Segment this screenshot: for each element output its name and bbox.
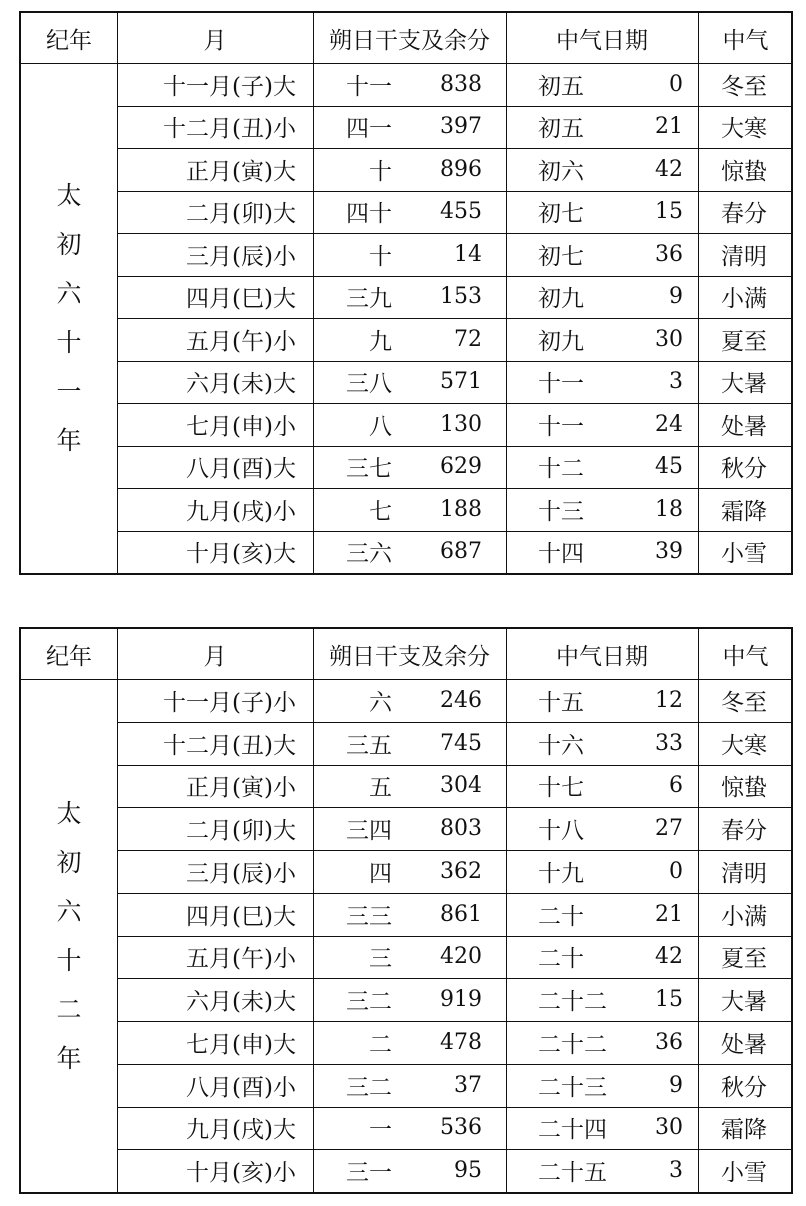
table-row [117, 1021, 791, 1064]
table-row [117, 807, 791, 850]
ganzhi-cell: 三一 [346, 1160, 392, 1187]
year-char: 十 [56, 945, 82, 975]
remainder-cell: 919 [440, 987, 482, 1013]
remainder-cell: 420 [440, 944, 482, 970]
qi-date-cell: 十七 [538, 775, 584, 802]
remainder-cell: 838 [440, 71, 482, 97]
qi-name-cell: 夏至 [721, 946, 767, 973]
calendar-table-1 [19, 11, 793, 575]
year-char: 一 [56, 377, 82, 406]
qi-name-cell: 大暑 [721, 989, 767, 1016]
qi-date-number-cell: 15 [655, 987, 683, 1013]
qi-name-cell: 小雪 [721, 1160, 767, 1187]
qi-name-cell: 霜降 [721, 498, 767, 525]
qi-date-number-cell: 3 [669, 1158, 683, 1184]
table-body [21, 63, 791, 573]
table-body [21, 679, 791, 1192]
qi-name-cell: 大寒 [721, 116, 767, 143]
header-cell: 月 [203, 643, 227, 670]
qi-date-number-cell: 30 [655, 326, 683, 352]
qi-date-number-cell: 21 [655, 901, 683, 927]
qi-date-number-cell: 45 [655, 454, 683, 480]
ganzhi-cell: 三二 [346, 1074, 392, 1101]
remainder-cell: 687 [440, 539, 482, 565]
year-char: 初 [56, 230, 82, 259]
qi-name-cell: 大寒 [721, 732, 767, 759]
ganzhi-cell: 十 [369, 243, 392, 270]
qi-date-number-cell: 9 [669, 284, 683, 310]
year-char: 二 [56, 994, 82, 1024]
qi-name-cell: 秋分 [721, 1074, 767, 1101]
qi-date-cell: 十六 [538, 732, 584, 759]
table-row [117, 936, 791, 979]
qi-date-cell: 初七 [538, 243, 584, 270]
table-row [117, 276, 791, 319]
header-cell: 中气日期 [556, 643, 648, 670]
qi-name-cell: 大暑 [721, 371, 767, 398]
qi-date-number-cell: 6 [669, 773, 683, 799]
month-cell: 八月(酉)小 [186, 1074, 296, 1101]
qi-date-cell: 二十五 [538, 1160, 607, 1187]
month-cell: 五月(午)小 [186, 946, 296, 973]
month-cell: 十月(亥)小 [186, 1160, 296, 1187]
ganzhi-cell: 三五 [346, 732, 392, 759]
header-cell: 朔日干支及余分 [329, 27, 490, 54]
remainder-cell: 629 [440, 454, 482, 480]
remainder-cell: 745 [440, 730, 482, 756]
qi-date-cell: 十三 [538, 498, 584, 525]
table-row [117, 63, 791, 106]
qi-date-number-cell: 42 [655, 156, 683, 182]
qi-date-cell: 初九 [538, 286, 584, 313]
qi-date-number-cell: 36 [655, 241, 683, 267]
ganzhi-cell: 四 [369, 860, 392, 887]
qi-date-number-cell: 12 [655, 687, 683, 713]
year-label [21, 63, 117, 573]
remainder-cell: 536 [440, 1115, 482, 1141]
qi-name-cell: 小满 [721, 903, 767, 930]
table-row [117, 978, 791, 1021]
month-cell: 九月(戌)大 [186, 1117, 296, 1144]
qi-date-number-cell: 33 [655, 730, 683, 756]
ganzhi-cell: 九 [369, 328, 392, 355]
remainder-cell: 37 [454, 1072, 482, 1098]
remainder-cell: 14 [454, 241, 482, 267]
qi-date-cell: 初九 [538, 328, 584, 355]
table-row [117, 850, 791, 893]
header-cell: 纪年 [46, 643, 92, 670]
remainder-cell: 896 [440, 156, 482, 182]
table-row [117, 531, 791, 574]
qi-name-cell: 冬至 [721, 689, 767, 716]
year-char: 太 [56, 181, 82, 210]
qi-date-number-cell: 0 [669, 858, 683, 884]
month-cell: 六月(未)大 [186, 371, 296, 398]
remainder-cell: 861 [440, 901, 482, 927]
ganzhi-cell: 七 [369, 498, 392, 525]
table-row [117, 1064, 791, 1107]
month-cell: 十二月(丑)大 [163, 732, 296, 759]
qi-date-cell: 初五 [538, 73, 584, 100]
ganzhi-cell: 三 [369, 946, 392, 973]
qi-name-cell: 处暑 [721, 1031, 767, 1058]
month-cell: 十月(亥)大 [186, 541, 296, 568]
table-row [117, 765, 791, 808]
header-row [21, 13, 791, 64]
remainder-cell: 362 [440, 858, 482, 884]
header-cell: 朔日干支及余分 [329, 643, 490, 670]
ganzhi-cell: 三二 [346, 989, 392, 1016]
remainder-cell: 130 [440, 411, 482, 437]
qi-date-number-cell: 30 [655, 1115, 683, 1141]
table-row [117, 233, 791, 276]
header-cell: 月 [203, 27, 227, 54]
month-cell: 正月(寅)小 [186, 775, 296, 802]
qi-name-cell: 小满 [721, 286, 767, 313]
qi-name-cell: 处暑 [721, 413, 767, 440]
ganzhi-cell: 三八 [346, 371, 392, 398]
month-cell: 十二月(丑)小 [163, 116, 296, 143]
month-cell: 十一月(子)大 [163, 73, 296, 100]
qi-date-number-cell: 24 [655, 411, 683, 437]
table-row [117, 361, 791, 404]
table-row [117, 446, 791, 489]
qi-date-number-cell: 36 [655, 1029, 683, 1055]
qi-date-cell: 二十 [538, 903, 584, 930]
ganzhi-cell: 十 [369, 158, 392, 185]
ganzhi-cell: 四十 [346, 201, 392, 228]
qi-name-cell: 春分 [721, 818, 767, 845]
qi-date-cell: 十一 [538, 371, 584, 398]
month-cell: 六月(未)大 [186, 989, 296, 1016]
remainder-cell: 153 [440, 284, 482, 310]
year-char: 十 [56, 328, 82, 357]
remainder-cell: 478 [440, 1029, 482, 1055]
qi-date-cell: 初六 [538, 158, 584, 185]
qi-name-cell: 冬至 [721, 73, 767, 100]
remainder-cell: 304 [440, 773, 482, 799]
table-row [117, 488, 791, 531]
table-row [117, 722, 791, 765]
qi-name-cell: 春分 [721, 201, 767, 228]
ganzhi-cell: 八 [369, 413, 392, 440]
qi-date-cell: 十五 [538, 689, 584, 716]
ganzhi-cell: 三七 [346, 456, 392, 483]
qi-date-cell: 二十四 [538, 1117, 607, 1144]
qi-date-number-cell: 42 [655, 944, 683, 970]
header-cell: 中气 [722, 643, 769, 670]
table-row [117, 1149, 791, 1192]
month-cell: 四月(巳)大 [186, 903, 296, 930]
qi-date-cell: 初五 [538, 116, 584, 143]
month-cell: 八月(酉)大 [186, 456, 296, 483]
month-cell: 二月(卯)大 [186, 818, 296, 845]
month-cell: 七月(申)小 [186, 413, 296, 440]
remainder-cell: 803 [440, 816, 482, 842]
table-row [117, 403, 791, 446]
qi-date-number-cell: 9 [669, 1072, 683, 1098]
qi-name-cell: 小雪 [721, 541, 767, 568]
qi-date-cell: 二十二 [538, 989, 607, 1016]
qi-date-number-cell: 27 [655, 816, 683, 842]
ganzhi-cell: 三四 [346, 818, 392, 845]
header-row [21, 629, 791, 680]
table-row [117, 893, 791, 936]
remainder-cell: 72 [454, 326, 482, 352]
qi-date-number-cell: 3 [669, 369, 683, 395]
qi-name-cell: 霜降 [721, 1117, 767, 1144]
year-char: 六 [56, 279, 82, 308]
table-row [117, 148, 791, 191]
qi-date-cell: 十四 [538, 541, 584, 568]
qi-date-number-cell: 15 [655, 199, 683, 225]
month-cell: 五月(午)小 [186, 328, 296, 355]
ganzhi-cell: 六 [369, 689, 392, 716]
qi-date-cell: 二十三 [538, 1074, 607, 1101]
ganzhi-cell: 四一 [346, 116, 392, 143]
month-cell: 七月(申)大 [186, 1031, 296, 1058]
table-row [117, 191, 791, 234]
remainder-cell: 246 [440, 687, 482, 713]
qi-date-cell: 二十 [538, 946, 584, 973]
month-cell: 四月(巳)大 [186, 286, 296, 313]
ganzhi-cell: 三六 [346, 541, 392, 568]
year-char: 六 [56, 896, 82, 926]
qi-date-cell: 初七 [538, 201, 584, 228]
table-row [117, 318, 791, 361]
qi-date-number-cell: 21 [655, 114, 683, 140]
month-cell: 三月(辰)小 [186, 860, 296, 887]
ganzhi-cell: 二 [369, 1031, 392, 1058]
remainder-cell: 188 [440, 496, 482, 522]
qi-name-cell: 夏至 [721, 328, 767, 355]
qi-date-cell: 十二 [538, 456, 584, 483]
month-cell: 二月(卯)大 [186, 201, 296, 228]
qi-date-cell: 十八 [538, 818, 584, 845]
qi-date-cell: 十一 [538, 413, 584, 440]
ganzhi-cell: 五 [369, 775, 392, 802]
qi-date-cell: 二十二 [538, 1031, 607, 1058]
header-cell: 中气 [722, 27, 769, 54]
qi-date-number-cell: 39 [655, 539, 683, 565]
table-row [117, 1107, 791, 1150]
qi-name-cell: 惊蛰 [721, 775, 767, 802]
ganzhi-cell: 十一 [346, 73, 392, 100]
year-char: 太 [56, 798, 82, 828]
remainder-cell: 95 [454, 1158, 482, 1184]
ganzhi-cell: 一 [369, 1117, 392, 1144]
qi-date-cell: 十九 [538, 860, 584, 887]
ganzhi-cell: 三三 [346, 903, 392, 930]
month-cell: 十一月(子)小 [163, 689, 296, 716]
month-cell: 正月(寅)大 [186, 158, 296, 185]
calendar-table-2 [19, 627, 793, 1194]
remainder-cell: 455 [440, 199, 482, 225]
month-cell: 三月(辰)小 [186, 243, 296, 270]
remainder-cell: 397 [440, 114, 482, 140]
header-cell: 中气日期 [556, 27, 648, 54]
year-char: 年 [56, 426, 82, 455]
qi-name-cell: 清明 [721, 243, 767, 270]
month-cell: 九月(戌)小 [186, 498, 296, 525]
header-cell: 纪年 [46, 27, 92, 54]
qi-name-cell: 惊蛰 [721, 158, 767, 185]
qi-date-number-cell: 0 [669, 71, 683, 97]
qi-name-cell: 秋分 [721, 456, 767, 483]
ganzhi-cell: 三九 [346, 286, 392, 313]
year-char: 初 [56, 847, 82, 877]
qi-name-cell: 清明 [721, 860, 767, 887]
table-row [117, 106, 791, 149]
qi-date-number-cell: 18 [655, 496, 683, 522]
remainder-cell: 571 [440, 369, 482, 395]
year-label [21, 679, 117, 1192]
year-char: 年 [56, 1043, 82, 1073]
table-row [117, 679, 791, 722]
